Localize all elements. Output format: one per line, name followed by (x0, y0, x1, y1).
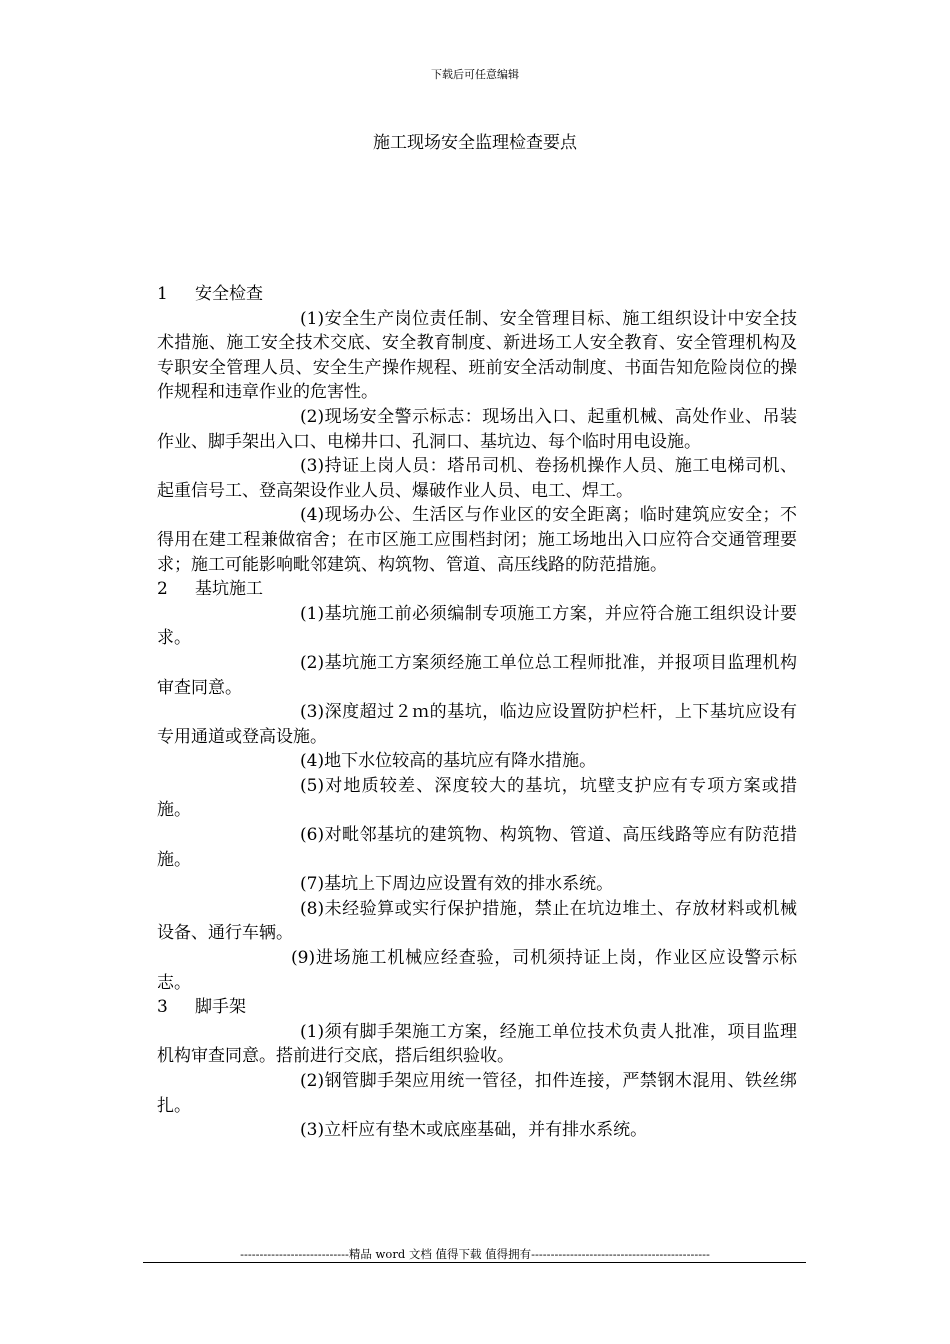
paragraph-2-9: (9)进场施工机械应经查验，司机须持证上岗，作业区应设警示标志。 (157, 948, 797, 993)
section-heading-2 (157, 577, 797, 602)
document-body (157, 282, 797, 1143)
paragraph-3-2: (2)钢管脚手架应用统一管径，扣件连接，严禁钢木混用、铁丝绑扎。 (157, 1071, 797, 1116)
section-number: 3 (157, 997, 168, 1018)
paragraph-1-2: (2)现场安全警示标志：现场出入口、起重机械、高处作业、吊装作业、脚手架出入口、电梯井口、孔洞口、基坑边、每个临时用电设施。 (157, 406, 797, 452)
section-title: 基坑施工 (195, 579, 263, 600)
section-heading-3 (157, 995, 797, 1020)
paragraph-3-3: (3)立杆应有垫木或底座基础，并有排水系统。 (300, 1120, 648, 1141)
paragraph-3-1: (1)须有脚手架施工方案，经施工单位技术负责人批准，项目监理机构审查同意。搭前进行交底，搭后组织验收。 (157, 1021, 797, 1067)
section-number: 2 (157, 579, 168, 600)
section-title: 安全检查 (195, 284, 263, 304)
paragraph-2-1: (1)基坑施工前必须编制专项施工方案，并应符合施工组织设计要求。 (157, 603, 797, 649)
footer-divider (143, 1262, 806, 1263)
section-number: 1 (157, 284, 168, 304)
header-note: 下载后可任意编辑 (431, 68, 519, 81)
footer-note: ----------------------------精品 word 文档 值得下载 值得拥有---------------------------------------------- (240, 1247, 710, 1261)
paragraph-2-5: (5)对地质较差、深度较大的基坑，坑壁支护应有专项方案或措施。 (157, 775, 797, 821)
paragraph-1-3: (3)持证上岗人员：塔吊司机、卷扬机操作人员、施工电梯司机、起重信号工、登高架设作业人员、爆破作业人员、电工、焊工。 (157, 456, 797, 501)
paragraph-1-1: (1)安全生产岗位责任制、安全管理目标、施工组织设计中安全技术措施、施工安全技术交底、安全教育制度、新进场工人安全教育、安全管理机构及专职安全管理人员、安全生产操作规程、班前安全活动制度、书面告知危险岗位的操作规程和违章作业的危害性。 (157, 308, 797, 403)
paragraph-1-4: (4)现场办公、生活区与作业区的安全距离；临时建筑应安全；不得用在建工程兼做宿舍；在市区施工应围档封闭；施工场地出入口应符合交通管理要求；施工可能影响毗邻建筑、构筑物、管道、高压线路的防范措施。 (157, 505, 797, 575)
paragraph-2-7: (7)基坑上下周边应设置有效的排水系统。 (300, 874, 614, 895)
document-title: 施工现场安全监理检查要点 (373, 133, 577, 153)
section-title: 脚手架 (195, 997, 246, 1018)
section-heading-1 (157, 282, 797, 307)
paragraph-2-4: (4)地下水位较高的基坑应有降水措施。 (300, 751, 597, 772)
paragraph-2-2: (2)基坑施工方案须经施工单位总工程师批准，并报项目监理机构审查同意。 (157, 652, 797, 698)
paragraph-2-3: (3)深度超过２ｍ的基坑，临边应设置防护栏杆，上下基坑应设有专用通道或登高设施。 (157, 702, 797, 747)
paragraph-2-8: (8)未经验算或实行保护措施，禁止在坑边堆土、存放材料或机械设备、通行车辆。 (157, 898, 797, 944)
paragraph-2-6: (6)对毗邻基坑的建筑物、构筑物、管道、高压线路等应有防范措施。 (157, 825, 797, 870)
